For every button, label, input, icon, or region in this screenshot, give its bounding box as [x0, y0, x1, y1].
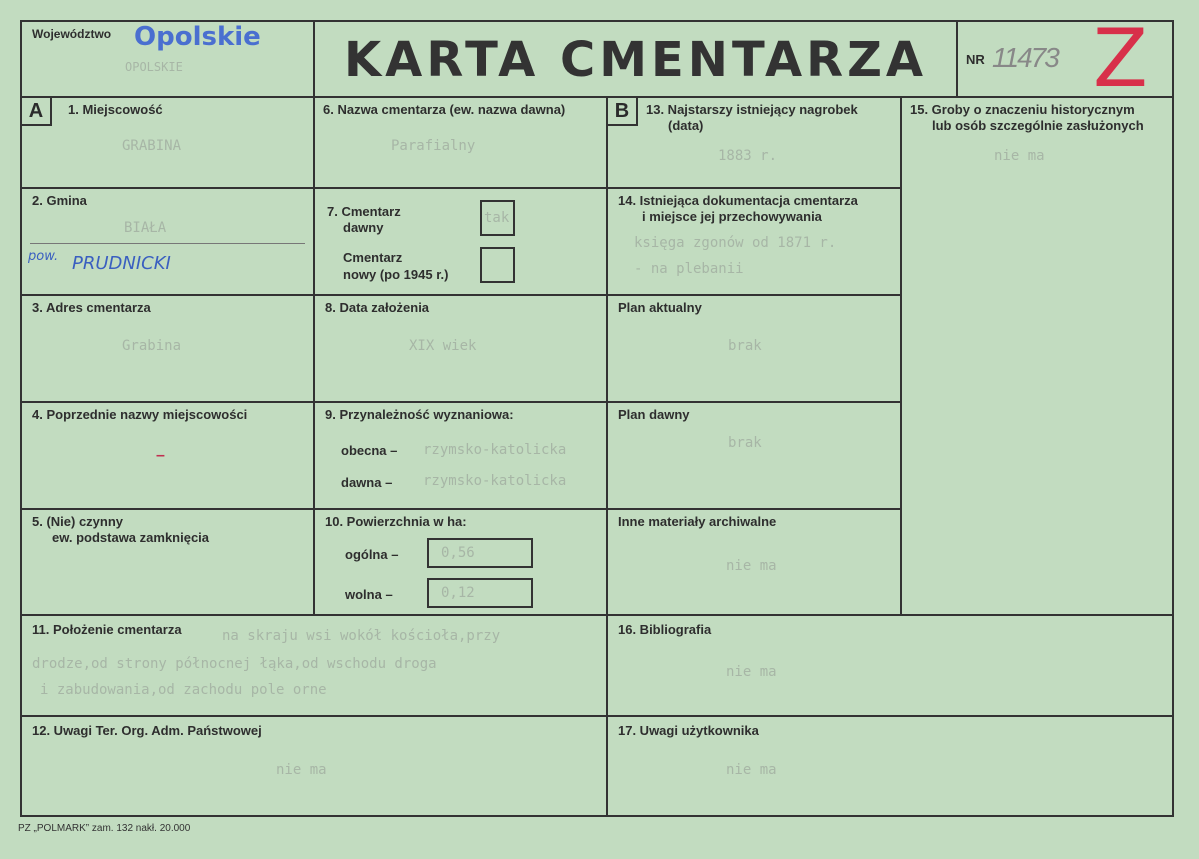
field-2: [20, 187, 315, 296]
field-9-label: 9. Przynależność wyznaniowa:: [325, 407, 514, 422]
field-9: [313, 401, 608, 510]
field-10-label: 10. Powierzchnia w ha:: [325, 514, 467, 529]
county-label: pow.: [28, 249, 59, 264]
field-1-value: GRABINA: [122, 138, 182, 154]
field-4-value: –: [156, 447, 165, 464]
field-2-value: BIAŁA: [124, 220, 167, 236]
field-14-sublabel: i miejsce jej przechowywania: [642, 209, 822, 224]
field-16-value: nie ma: [726, 664, 777, 680]
field-4-label: 4. Poprzednie nazwy miejscowości: [32, 407, 248, 422]
field-13-value: 1883 r.: [718, 148, 778, 164]
divider: [30, 243, 305, 244]
county-value: PRUDNICKI: [72, 253, 171, 274]
total-area-value: 0,56: [441, 545, 475, 561]
former-denomination-value: rzymsko-katolicka: [423, 473, 567, 489]
plan-current-value: brak: [728, 338, 762, 354]
field-15-sublabel: lub osób szczególnie zasłużonych: [932, 118, 1144, 133]
field-6-label: 6. Nazwa cmentarza (ew. nazwa dawna): [323, 102, 566, 117]
voivodeship-value: OPOLSKIE: [125, 60, 183, 74]
z-mark: Z: [1093, 20, 1148, 98]
field-14-line: księga zgonów od 1871 r.: [634, 235, 837, 251]
current-denomination-value: rzymsko-katolicka: [423, 442, 567, 458]
total-area-box: [427, 538, 533, 568]
printer-imprint: PZ „POLMARK” zam. 132 nakł. 20.000: [18, 823, 191, 834]
page-title: KARTA CMENTARZA: [343, 32, 928, 88]
title-cell: [313, 20, 958, 98]
field-1-label: 1. Miejscowość: [68, 102, 163, 117]
field-8-value: XIX wiek: [409, 338, 477, 354]
field-6-value: Parafialny: [391, 138, 476, 154]
old-cemetery-checkbox[interactable]: [480, 200, 515, 236]
field-5-sublabel: ew. podstawa zamknięcia: [52, 530, 210, 545]
old-cemetery-value: tak: [484, 210, 510, 226]
field-3-value: Grabina: [122, 338, 182, 354]
plan-old-value: brak: [728, 435, 762, 451]
field-5-label: 5. (Nie) czynny: [32, 514, 124, 529]
field-13-label: 13. Najstarszy istniejący nagrobek: [646, 102, 858, 117]
other-materials-label: Inne materiały archiwalne: [618, 514, 777, 529]
new-cemetery-sublabel: nowy (po 1945 r.): [343, 267, 449, 282]
field-13-sublabel: (data): [668, 118, 704, 133]
field-3-label: 3. Adres cmentarza: [32, 300, 151, 315]
field-5: [20, 508, 315, 616]
voivodeship-label: Województwo: [32, 27, 112, 41]
number-cell: [956, 20, 1174, 98]
other-materials: [606, 508, 902, 616]
field-14-line: - na plebanii: [634, 261, 744, 277]
plan-current: [606, 294, 902, 403]
section-a-letter: A: [20, 96, 52, 126]
field-10: [313, 508, 608, 616]
field-12-label: 12. Uwagi Ter. Org. Adm. Państwowej: [32, 723, 262, 738]
field-3: [20, 294, 315, 403]
field-11-line: drodze,od strony północnej łąka,od wschodu droga: [32, 656, 437, 672]
field-2-label: 2. Gmina: [32, 193, 87, 208]
field-11: [20, 614, 608, 717]
field-13: [606, 96, 902, 189]
free-area-label: wolna –: [345, 587, 393, 602]
field-15: [900, 96, 1174, 616]
plan-old: [606, 401, 902, 510]
section-b-letter: B: [606, 96, 638, 126]
field-4: [20, 401, 315, 510]
field-11-line: na skraju wsi wokół kościoła,przy: [222, 628, 501, 644]
new-cemetery-checkbox[interactable]: [480, 247, 515, 283]
field-17-value: nie ma: [726, 762, 777, 778]
former-denomination-label: dawna –: [341, 475, 393, 490]
field-12: [20, 715, 608, 817]
plan-old-label: Plan dawny: [618, 407, 690, 422]
free-area-box: [427, 578, 533, 608]
voivodeship-cell: [20, 20, 315, 98]
field-17-label: 17. Uwagi użytkownika: [618, 723, 759, 738]
old-cemetery-sublabel: dawny: [343, 220, 384, 235]
field-14-label: 14. Istniejąca dokumentacja cmentarza: [618, 193, 858, 208]
field-12-value: nie ma: [276, 762, 327, 778]
field-7: [313, 187, 608, 296]
old-cemetery-label: 7. Cmentarz: [327, 204, 401, 219]
field-6: [313, 96, 608, 189]
field-8: [313, 294, 608, 403]
field-1: [20, 96, 315, 189]
nr-value: 11473: [992, 42, 1058, 73]
field-11-label: 11. Położenie cmentarza: [32, 622, 182, 637]
field-16-label: 16. Bibliografia: [618, 622, 712, 637]
voivodeship-stamp: Opolskie: [134, 22, 261, 52]
nr-label: NR: [966, 52, 985, 67]
field-8-label: 8. Data założenia: [325, 300, 430, 315]
plan-current-label: Plan aktualny: [618, 300, 702, 315]
field-14: [606, 187, 902, 296]
field-17: [606, 715, 1174, 817]
field-15-value: nie ma: [994, 148, 1045, 164]
field-15-label: 15. Groby o znaczeniu historycznym: [910, 102, 1135, 117]
field-11-line: i zabudowania,od zachodu pole orne: [40, 682, 327, 698]
free-area-value: 0,12: [441, 585, 475, 601]
current-denomination-label: obecna –: [341, 443, 398, 458]
other-materials-value: nie ma: [726, 558, 777, 574]
new-cemetery-label: Cmentarz: [343, 250, 403, 265]
field-16: [606, 614, 1174, 717]
total-area-label: ogólna –: [345, 547, 399, 562]
